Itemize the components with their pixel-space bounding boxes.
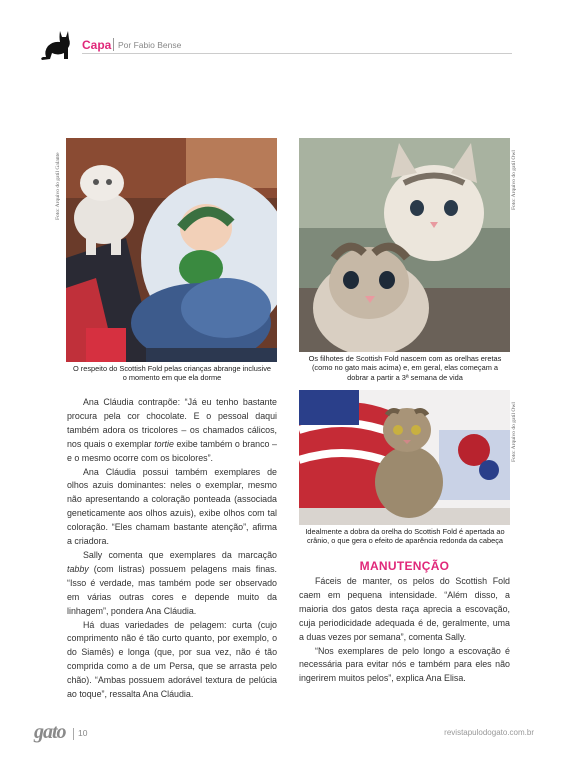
cat-silhouette-icon bbox=[38, 27, 74, 63]
photo-baby-and-cat bbox=[66, 138, 277, 362]
photo-credit: Foto: Arquivo do gatil Galante bbox=[55, 152, 61, 220]
paragraph: “Nos exemplares de pelo longo a escovação é necessária para evitar nós e também para eles não ingerirem muitos pelos”, explica Ana Elisa. bbox=[299, 645, 510, 684]
section-heading: MANUTENÇÃO bbox=[359, 559, 450, 573]
paragraph: Ana Cláudia possui também exemplares de olhos azuis dominantes: neles o exemplar, mesmo não apresentando a coloração ponteada (associada geneticamente aos olhos azuis), exibe olhos com tal coloração. “Eles chamam bastante atenção”, afirma a criadora. bbox=[67, 466, 277, 547]
paragraph: Fáceis de manter, os pelos do Scottish Fold caem em pequena intensidade. “Além disso, a maioria dos gatos desta raça aprecia a escovação, cuja periodicidade adequada é de, geralmente, uma a duas vezes por semana”, comenta Sally. bbox=[299, 576, 510, 642]
website-url: revistapulodogato.com.br bbox=[444, 728, 534, 737]
magazine-logo: gato bbox=[34, 721, 66, 743]
paragraph: Ana Cláudia contrapõe: “Já eu tenho bastante procura pela cor chocolate. E o pessoal daqui também adora os tricolores – os chamados cálicos, nos quais o exemplar tortie exibe também o branco – e o mesmo ocorre com os bicolores”. bbox=[67, 397, 277, 463]
left-column bbox=[67, 396, 277, 702]
section-title: Capa bbox=[82, 38, 112, 52]
photo-cat-with-flag bbox=[299, 390, 510, 525]
header-rule bbox=[82, 53, 512, 54]
photo-caption: Idealmente a dobra da orelha do Scottish Fold é apertada ao crânio, o que gera o efeito de aparência redonda da cabeça bbox=[305, 527, 505, 546]
photo-caption: O respeito do Scottish Fold pelas crianças abrange inclusive o momento em que ela dorme bbox=[72, 364, 271, 383]
byline: Por Fabio Bense bbox=[118, 40, 182, 50]
paragraph: Sally comenta que exemplares da marcação tabby (com listras) possuem pelagens mais finas. “Isso é verdade, mas também pode ser observado em várias outras cores e depende muito da linhagem”, pondera Ana Cláudia. bbox=[67, 549, 277, 616]
right-column bbox=[299, 575, 510, 686]
photo-caption: Os filhotes de Scottish Fold nascem com as orelhas eretas (como no gato mais acima) e, em geral, elas começam a dobrar a partir a 3ª semana de vida bbox=[308, 354, 502, 382]
page-number: 10 bbox=[78, 728, 88, 738]
photo-credit: Foto: Arquivo do gatil Owl bbox=[511, 150, 517, 210]
photo-kittens bbox=[299, 138, 510, 352]
photo-credit: Foto: Arquivo do gatil Owl bbox=[511, 402, 517, 462]
paragraph: Há duas variedades de pelagem: curta (cujo comprimento não é tão curto quanto, por exemplo, o do Siamês) e longa (que, por sua vez, não é tão comprida como a de um Persa, que se arrasta pelo chão). “Ambas possuem adorável textura de pelúcia ao toque”, ressalta Ana Cláudia. bbox=[67, 619, 277, 700]
header-divider bbox=[113, 38, 114, 51]
footer-divider bbox=[73, 728, 74, 740]
